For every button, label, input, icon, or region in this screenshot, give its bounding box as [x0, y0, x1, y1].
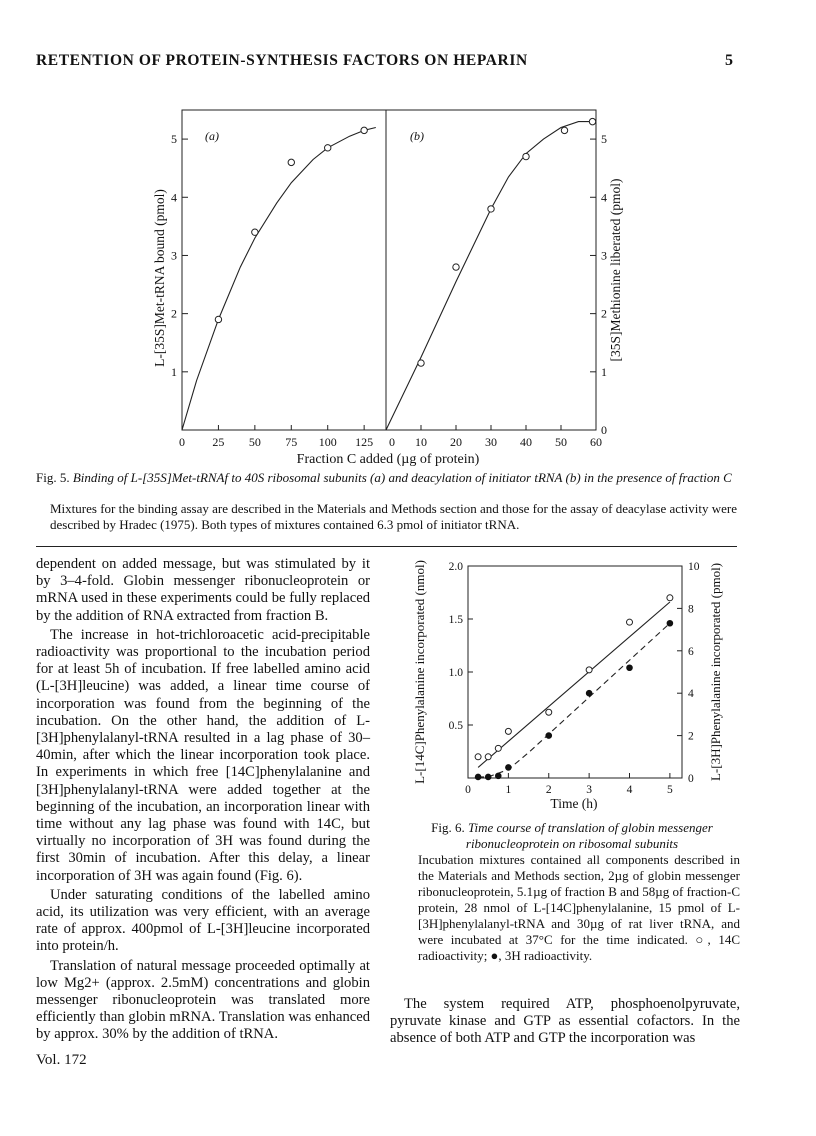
fig6-14c-point — [586, 667, 592, 673]
fig6-left-tick-label: 0.5 — [448, 720, 463, 732]
paragraph-3: Under saturating conditions of the labelled amino acid, its utilization was very efficient, with an average rate of approx. 400pmol of L-[3H]leucine incorporated into protein/h. — [36, 886, 370, 955]
fig5b-axis-ticks — [386, 132, 607, 449]
fig5b-x-tick-label: 10 — [415, 435, 427, 449]
paragraph-2: The increase in hot-trichloroacetic acid-precipitable radioactivity was proportional to the incubation period for at least 5h of incubation. If free labelled amino acid (L-[3H]leucine) was added, a linear time course of incorporation was found from the beginning of the incubation. On the other hand, the addition of L-[3H]phenylalanyl-tRNA resulted in a lag phase of 30–40min, after which the linear incorporation took place. In experiments in which free [14C]phenylalanine and [3H]phenylalanyl-tRNA were added together at the beginning of the incubation, an incorporation linear with time without any lag phase was found with 14C, but virtually no incorporation of 3H was found during the first 30min of incubation. After this delay, a linear incorporation of 3H was again found (Fig. 6). — [36, 626, 370, 884]
paragraph-4: Translation of natural message proceeded optimally at low Mg2+ (approx. 2.5mM) concentrations and globin messenger ribonucleoprotein was translated more efficiently than globin mRNA. Translation was enhanced by approx. 30% by the addition of tRNA. — [36, 957, 370, 1043]
fig6-3h-line — [478, 623, 670, 777]
fig5b-y-tick-label: 1 — [601, 364, 607, 379]
fig5b-curve — [386, 122, 596, 430]
fig5b-x-tick-label: 30 — [485, 435, 497, 449]
fig5a-y-tick-label: 3 — [171, 248, 177, 263]
fig6-right-tick-label: 8 — [688, 603, 694, 616]
fig5a-y-tick-label: 2 — [171, 306, 177, 321]
fig6-right-tick-label: 4 — [688, 688, 694, 701]
fig5a-panel-label: (a) — [205, 129, 219, 143]
fig5-caption-text: Binding of L-[35S]Met-tRNAf to 40S ribosomal subunits (a) and deacylation of initiator tRNA (b) in the presence of fraction C — [72, 470, 732, 485]
fig5b-x-tick-label: 60 — [590, 435, 602, 449]
figure-5-caption — [36, 470, 744, 486]
fig6-14c-point — [627, 619, 633, 625]
fig6-3h-point — [627, 665, 633, 671]
fig6-14c-point — [485, 754, 491, 760]
paragraph-1: dependent on added message, but was stimulated by it by 3–4-fold. Globin messenger ribonucleoprotein or mRNA used in these experiments could be fully replaced by the addition of RNA extracted from fraction B. — [36, 556, 370, 624]
fig6-right-axis-label: L-[3H]Phenylalanine incorporated (pmol) — [708, 562, 723, 782]
fig5a-axis-ticks — [171, 132, 373, 449]
fig6-14c-point — [495, 745, 501, 751]
fig5a-x-tick-label: 75 — [285, 435, 298, 449]
fig5b-data-point — [561, 127, 567, 133]
left-column-text — [36, 556, 370, 1046]
fig6-14c-point — [475, 754, 481, 760]
fig6-left-tick-label: 1.5 — [448, 614, 463, 626]
fig6-right-tick-label: 2 — [688, 730, 694, 743]
fig5b-data-point — [488, 206, 494, 212]
figure-6-caption — [404, 820, 740, 852]
fig5a-x-tick-label: 50 — [248, 435, 261, 449]
fig6-14c-point — [667, 595, 673, 601]
fig5b-data-point — [418, 360, 424, 366]
fig5-left-axis-label: L-[35S]Met-tRNA bound (pmol) — [152, 189, 167, 367]
paragraph-right: The system required ATP, phosphoenolpyruvate, pyruvate kinase and GTP as essential cofactors. In the absence of both ATP and GTP the incorporation was — [390, 996, 740, 1047]
fig6-3h-point — [586, 690, 592, 696]
fig5-x-axis-label: Fraction C added (µg of protein) — [296, 452, 480, 467]
fig6-x-tick-label: 1 — [505, 784, 512, 796]
fig6-3h-point — [546, 733, 552, 739]
volume-footer: Vol. 172 — [36, 1052, 87, 1068]
right-column-text — [390, 996, 740, 1050]
fig6-left-tick-label: 2.0 — [448, 561, 463, 573]
fig5a-data-point — [325, 145, 331, 151]
fig6-3h-point — [495, 773, 501, 779]
fig5-right-axis-label: [35S]Methionine liberated (pmol) — [608, 178, 623, 362]
page-number: 5 — [725, 52, 733, 69]
fig5b-y-tick-label: 2 — [601, 306, 607, 321]
fig5a-y-tick-label: 5 — [171, 132, 177, 147]
fig5-frame — [182, 110, 596, 430]
fig5b-data-point — [523, 153, 529, 159]
figure-5-chart — [150, 100, 630, 468]
fig5b-panel-label: (b) — [410, 129, 424, 143]
fig6-x-tick-label: 0 — [465, 784, 471, 796]
fig6-plot — [475, 595, 673, 780]
fig6-14c-line — [478, 602, 670, 767]
fig6-x-tick-label: 4 — [626, 784, 633, 796]
fig5a-data-point — [215, 316, 221, 322]
fig6-left-tick-label: 1.0 — [448, 667, 463, 679]
fig5-caption-label: Fig. 5. — [36, 470, 70, 485]
fig5a-x-tick-label: 0 — [179, 435, 185, 449]
fig5a-x-tick-label: 25 — [212, 435, 225, 449]
fig5b-x-tick-label: 40 — [520, 435, 532, 449]
fig5a-data-point — [252, 229, 258, 235]
fig5a-plot — [182, 127, 376, 430]
fig5a-curve — [182, 128, 376, 431]
fig6-x-axis-label: Time (h) — [550, 796, 598, 811]
fig6-caption-text: Time course of translation of globin messenger ribonucleoprotein on ribosomal subunits — [465, 820, 713, 851]
fig5b-x-tick-label: 20 — [450, 435, 462, 449]
fig5b-data-point — [589, 118, 595, 124]
fig6-3h-point — [667, 620, 673, 626]
fig5a-x-tick-label: 100 — [318, 435, 337, 449]
fig5a-y-tick-label: 4 — [171, 190, 177, 205]
fig6-14c-point — [546, 709, 552, 715]
fig5b-x-tick-label: 50 — [555, 435, 567, 449]
fig6-14c-point — [505, 728, 511, 734]
fig5b-plot — [386, 118, 596, 430]
figure-5-note: Mixtures for the binding assay are described in the Materials and Methods section and those for the assay of deacylase activity were described by Hradec (1975). Both types of mixtures contained 6.3 pmol of initiator tRNA. — [50, 501, 737, 532]
running-header: RETENTION OF PROTEIN-SYNTHESIS FACTORS ON HEPARIN — [36, 52, 528, 69]
fig5a-data-point — [288, 159, 294, 165]
fig5a-x-tick-label: 125 — [355, 435, 374, 449]
fig6-x-tick-label: 5 — [667, 784, 673, 796]
fig6-x-tick-label: 2 — [545, 784, 552, 796]
fig6-caption-label: Fig. 6. — [431, 820, 465, 835]
fig6-left-axis-label: L-[14C]Phenylalanine incorporated (nmol) — [412, 560, 427, 784]
fig5b-y-tick-label: 0 — [601, 423, 607, 437]
fig6-3h-point — [475, 774, 481, 780]
fig5b-y-tick-label: 3 — [601, 248, 607, 263]
fig5a-y-tick-label: 1 — [171, 364, 177, 379]
fig6-3h-point — [506, 765, 512, 771]
fig5b-data-point — [453, 264, 459, 270]
fig6-right-tick-label: 10 — [688, 561, 700, 573]
fig6-x-tick-label: 3 — [586, 784, 593, 796]
fig5a-data-point — [361, 127, 367, 133]
section-divider — [36, 546, 737, 547]
fig6-3h-point — [485, 774, 491, 780]
fig5b-x-tick-label: 0 — [389, 435, 395, 449]
fig6-right-tick-label: 6 — [688, 645, 694, 658]
figure-6-chart — [400, 556, 746, 814]
fig5b-y-tick-label: 5 — [601, 132, 607, 147]
fig5b-y-tick-label: 4 — [601, 190, 607, 205]
fig6-right-tick-label: 0 — [688, 773, 694, 785]
figure-6-note: Incubation mixtures contained all components described in the Materials and Methods section, 2µg of globin messenger ribonucleoprotein, 5.1µg of fraction B and 58µg of fraction-C protein, 28 nmol of L-[14C]phenylalanine, 15 pmol of L-[3H]phenylalanyl-tRNA and 30µg of rat liver tRNA, and were incubated at 37°C for the time indicated. ○, 14C radioactivity; ●, 3H radioactivity. — [418, 852, 740, 963]
